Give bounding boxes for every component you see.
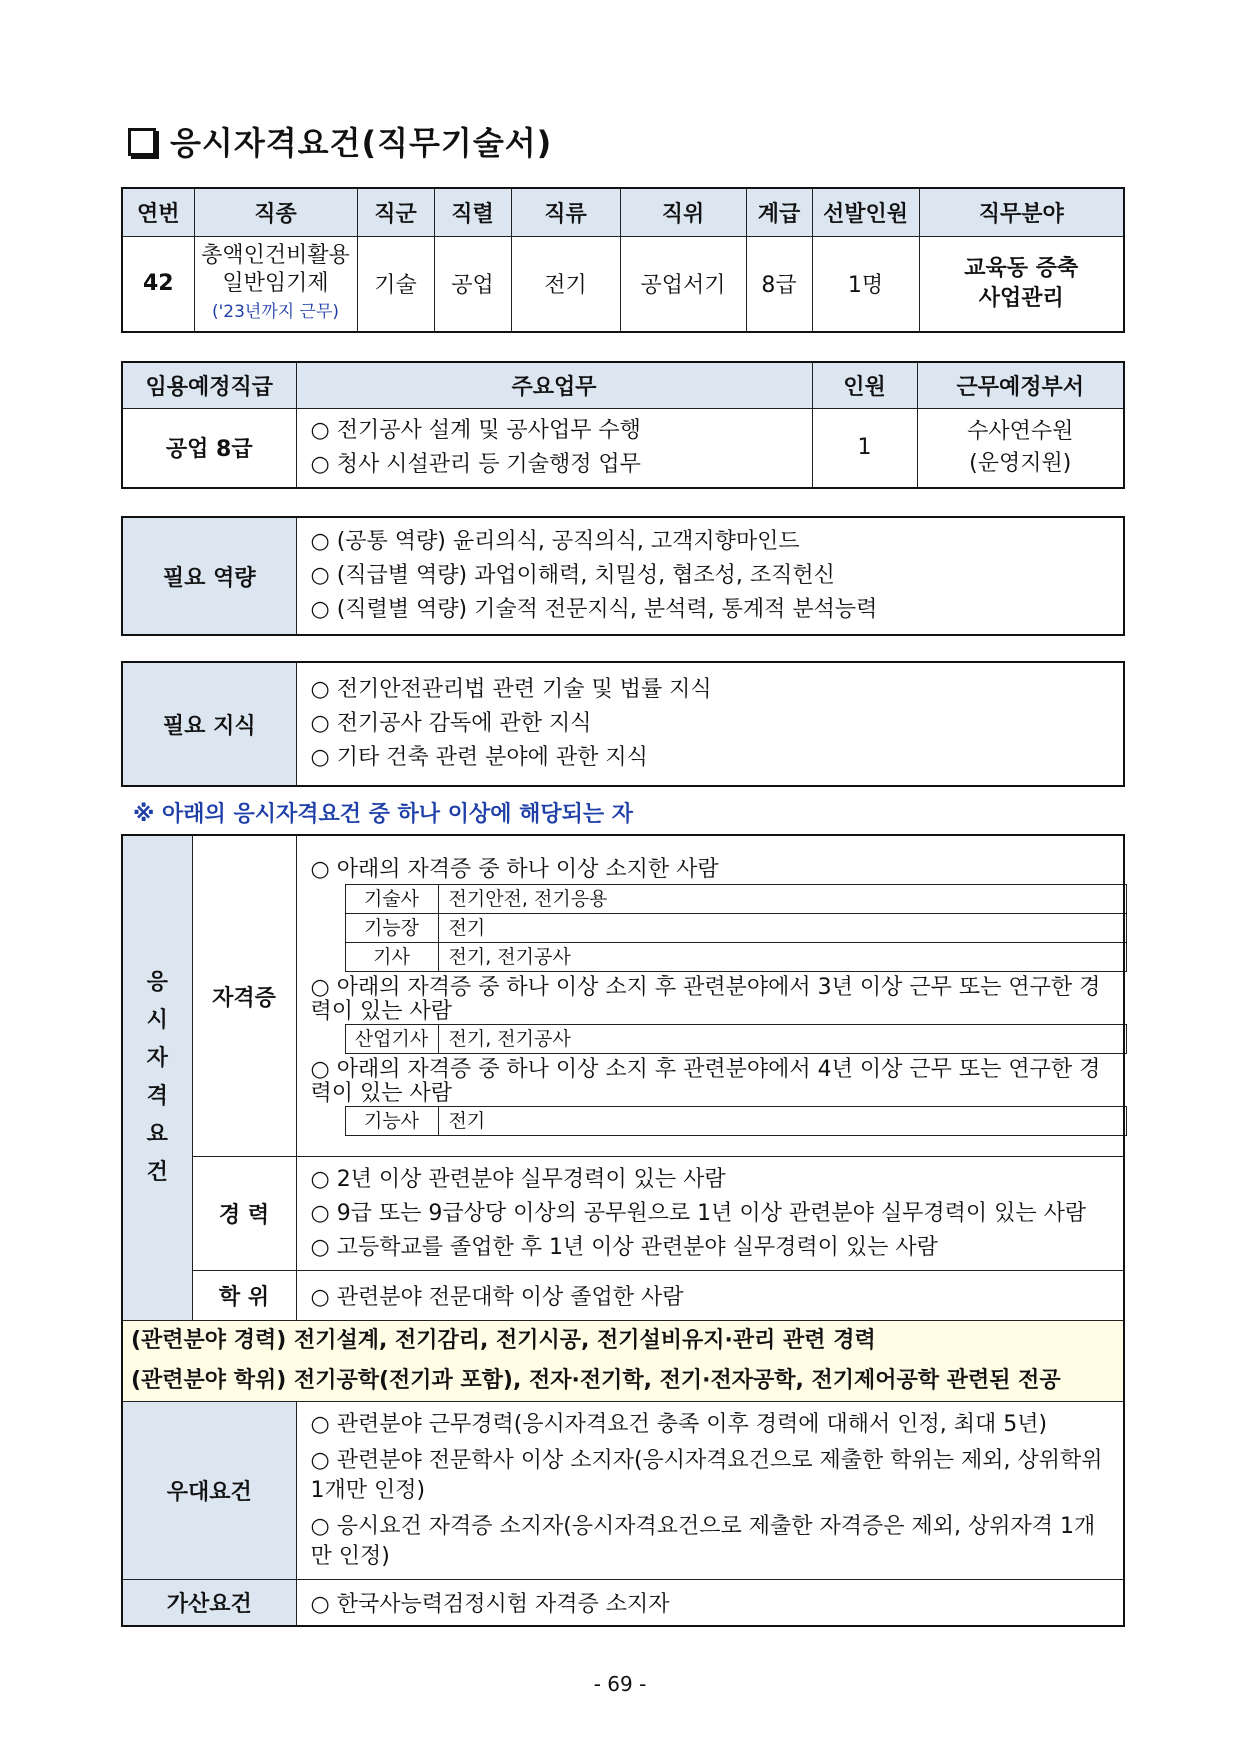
type-line2: 일반임기제 [222,270,329,296]
field-line1: 교육동 증축 [964,255,1079,281]
header-dept: 근무예정부서 [917,362,1124,408]
license-kind: 기능장 [345,914,438,943]
related-career: (관련분야 경력) 전기설계, 전기감리, 전기시공, 전기설비유지·관리 관련 경력 [131,1328,876,1353]
side-char: 건 [146,1160,168,1185]
header-grade: 계급 [746,188,812,236]
dept-line2: (운영지원) [969,450,1072,476]
duty-item: ○ 청사 시설관리 등 기술행정 업무 [310,451,641,477]
competency-item: ○ (공통 역량) 윤리의식, 공직의식, 고객지향마인드 [310,529,800,554]
bonus-item: ○ 한국사능력검정시험 자격증 소지자 [296,1580,1124,1626]
cell-rank: 공업 8급 [122,408,296,488]
license-kind: 산업기사 [345,1025,438,1054]
career-list [296,1157,1124,1271]
page-number: - 69 - [593,1672,647,1696]
knowledge-item: ○ 전기공사 감독에 관한 지식 [310,711,592,736]
header-no: 연번 [122,188,194,236]
header-rank: 임용예정직급 [122,362,296,408]
cell-no: 42 [122,236,194,332]
competency-label: 필요 역량 [122,517,296,635]
cell-position: 공업서기 [620,236,746,332]
cell-people: 1 [812,408,917,488]
knowledge-list [296,662,1124,786]
cell-count: 1명 [812,236,919,332]
header-position: 직위 [620,188,746,236]
duty-table [121,361,1125,489]
career-item: ○ 9급 또는 9급상당 이상의 공무원으로 1년 이상 관련분야 실무경력이 있는 사람 [310,1200,1087,1226]
license-item: ○ 아래의 자격증 중 하나 이상 소지 후 관련분야에서 3년 이상 근무 또는 연구한 경력이 있는 사람 [310,975,1101,1024]
degree-item: ○ 관련분야 전문대학 이상 졸업한 사람 [296,1271,1124,1321]
preferred-label: 우대요건 [122,1402,296,1580]
license-value: 전기안전, 전기응용 [438,885,1126,914]
dept-line1: 수사연수원 [967,418,1074,444]
license-item: ○ 아래의 자격증 중 하나 이상 소지 후 관련분야에서 4년 이상 근무 또는 연구한 경력이 있는 사람 [310,1057,1101,1106]
preferred-item: ○ 관련분야 근무경력(응시자격요건 충족 이후 경력에 대해서 인정, 최대 5년) [310,1411,1048,1437]
career-label: 경 력 [192,1157,296,1271]
title-text: 응시자격요건(직무기술서) [170,124,553,162]
competency-table [121,516,1125,636]
header-series: 직렬 [434,188,511,236]
field-line2: 사업관리 [978,285,1064,311]
preferred-item: ○ 응시요건 자격증 소지자(응시자격요건으로 제출한 자격증은 제외, 상위자격 1개만 인정) [310,1513,1096,1569]
duty-item: ○ 전기공사 설계 및 공사업무 수행 [310,417,641,443]
side-char: 자 [146,1046,168,1071]
knowledge-item: ○ 기타 건축 관련 분야에 관한 지식 [310,745,648,770]
related-degree: (관련분야 학위) 전기공학(전기과 포함), 전자·전기학, 전기·전자공학, 전기제어공학 관련된 전공 [131,1368,1061,1393]
knowledge-table [121,661,1125,787]
cell-duties [296,408,812,488]
side-char: 시 [146,1008,168,1033]
header-type: 직종 [194,188,357,236]
competency-item: ○ (직렬별 역량) 기술적 전문지식, 분석력, 통계적 분석능력 [310,597,878,622]
license-subtable3 [345,1106,1127,1136]
license-value: 전기 [438,914,1126,943]
side-char: 응 [146,970,168,995]
knowledge-item: ○ 전기안전관리법 관련 기술 및 법률 지식 [310,677,712,702]
license-item: ○ 아래의 자격증 중 하나 이상 소지한 사람 [310,857,719,882]
header-field: 직무분야 [919,188,1124,236]
license-cell [296,835,1124,1157]
bonus-label: 가산요건 [122,1580,296,1626]
cell-series: 공업 [434,236,511,332]
preferred-item: ○ 관련분야 전문학사 이상 소지자(응시자격요건으로 제출한 학위는 제외, 상위학위 1개만 인정) [310,1447,1103,1503]
header-people: 인원 [812,362,917,408]
header-duties: 주요업무 [296,362,812,408]
license-kind: 기술사 [345,885,438,914]
header-count: 선발인원 [812,188,919,236]
cell-group: 기술 [357,236,434,332]
cell-grade: 8급 [746,236,812,332]
side-char: 요 [146,1122,168,1147]
side-char: 격 [146,1084,168,1109]
competency-list [296,517,1124,635]
page-title [128,118,552,164]
preferred-list [296,1402,1124,1580]
type-line1: 총액인건비활용 [201,242,350,268]
license-value: 전기 [438,1107,1126,1136]
related-fields [122,1321,1124,1402]
knowledge-label: 필요 지식 [122,662,296,786]
requirements-side-label [122,835,192,1321]
checkbox-square-icon [128,128,156,156]
license-subtable1 [345,884,1127,972]
header-class: 직류 [511,188,620,236]
license-kind: 기능사 [345,1107,438,1136]
degree-label: 학 위 [192,1271,296,1321]
cell-type [194,236,357,332]
header-group: 직군 [357,188,434,236]
career-item: ○ 2년 이상 관련분야 실무경력이 있는 사람 [310,1166,726,1192]
requirements-table [121,834,1125,1627]
career-item: ○ 고등학교를 졸업한 후 1년 이상 관련분야 실무경력이 있는 사람 [310,1234,938,1260]
type-note: ('23년까지 근무) [211,301,340,322]
license-value: 전기, 전기공사 [438,1025,1126,1054]
cell-field [919,236,1124,332]
cell-class: 전기 [511,236,620,332]
requirement-note: ※ 아래의 응시자격요건 중 하나 이상에 해당되는 자 [133,802,634,827]
cell-dept [917,408,1124,488]
license-kind: 기사 [345,943,438,972]
competency-item: ○ (직급별 역량) 과업이해력, 치밀성, 협조성, 조직헌신 [310,563,835,588]
license-label: 자격증 [192,835,296,1157]
position-info-table [121,187,1125,333]
license-subtable2 [345,1024,1127,1054]
license-value: 전기, 전기공사 [438,943,1126,972]
